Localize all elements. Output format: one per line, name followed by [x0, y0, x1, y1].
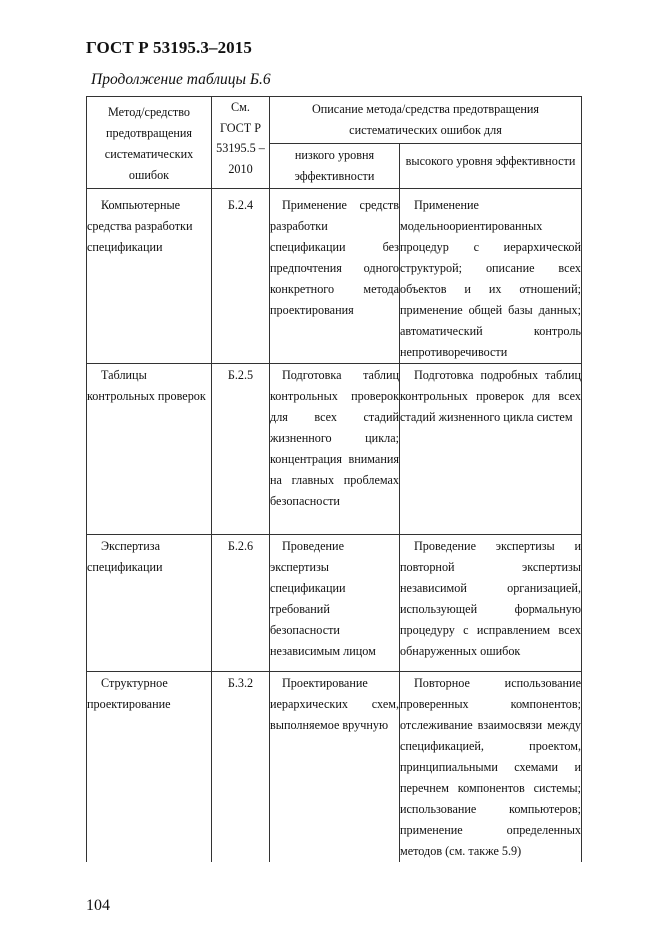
cell-high-level: Подготовка подробных таблиц контрольных проверок для всех стадий жизненного цикла систем: [400, 364, 582, 535]
table-row: [87, 194, 582, 364]
header-high-level: высокого уровня эффективности: [400, 144, 582, 189]
document-standard-header: ГОСТ Р 53195.3–2015: [86, 38, 252, 57]
table-row: [87, 672, 582, 863]
cell-low-level: Применение средств разработки спецификации без предпочтения одного конкретного метода проектирования: [270, 194, 400, 364]
cell-low-level: Проектирование иерархических схем, выполняемое вручную: [270, 672, 400, 863]
header-method: Метод/средство предотвращения систематических ошибок: [87, 97, 212, 189]
cell-method: Компьютерные средства разработки спецификации: [87, 194, 212, 364]
cell-reference: Б.2.4: [212, 194, 270, 364]
cell-low-level: Подготовка таблиц контрольных проверок для всех стадий жизненного цикла; концентрация внимания на главных проблемах безопасности: [270, 364, 400, 535]
cell-reference: Б.2.6: [212, 535, 270, 672]
cell-high-level: Применение модельноориентированных процедур с иерархической структурой; описание всех объектов и их отношений; применение общей базы данных; автоматический контроль непротиворечивости: [400, 194, 582, 364]
cell-reference: Б.3.2: [212, 672, 270, 863]
header-low-level: низкого уровня эффективности: [270, 144, 400, 189]
page-number: 104: [86, 897, 110, 914]
header-description: Описание метода/средства предотвращения систематических ошибок для: [270, 97, 582, 144]
cell-method: Таблицы контрольных проверок: [87, 364, 212, 535]
table-header-row: [87, 97, 582, 144]
cell-method: Экспертиза спецификации: [87, 535, 212, 672]
methods-table: [86, 96, 582, 862]
cell-high-level: Повторное использование проверенных компонентов; отслеживание взаимосвязи между спецификацией, проектом, принципиальными схемами и перечнем компонентов системы; использование компьютеров; применение определенных методов (см. также 5.9): [400, 672, 582, 863]
table-row: [87, 535, 582, 672]
table-continuation-title: Продолжение таблицы Б.6: [91, 71, 271, 88]
cell-high-level: Проведение экспертизы и повторной экспертизы независимой организацией, использующей формальную процедуру с исправлением всех обнаруженных ошибок: [400, 535, 582, 672]
table-row: [87, 364, 582, 535]
cell-low-level: Проведение экспертизы спецификации требований безопасности независимым лицом: [270, 535, 400, 672]
cell-method: Структурное проектирование: [87, 672, 212, 863]
cell-reference: Б.2.5: [212, 364, 270, 535]
header-reference: См. ГОСТ Р 53195.5 –2010: [212, 97, 270, 189]
